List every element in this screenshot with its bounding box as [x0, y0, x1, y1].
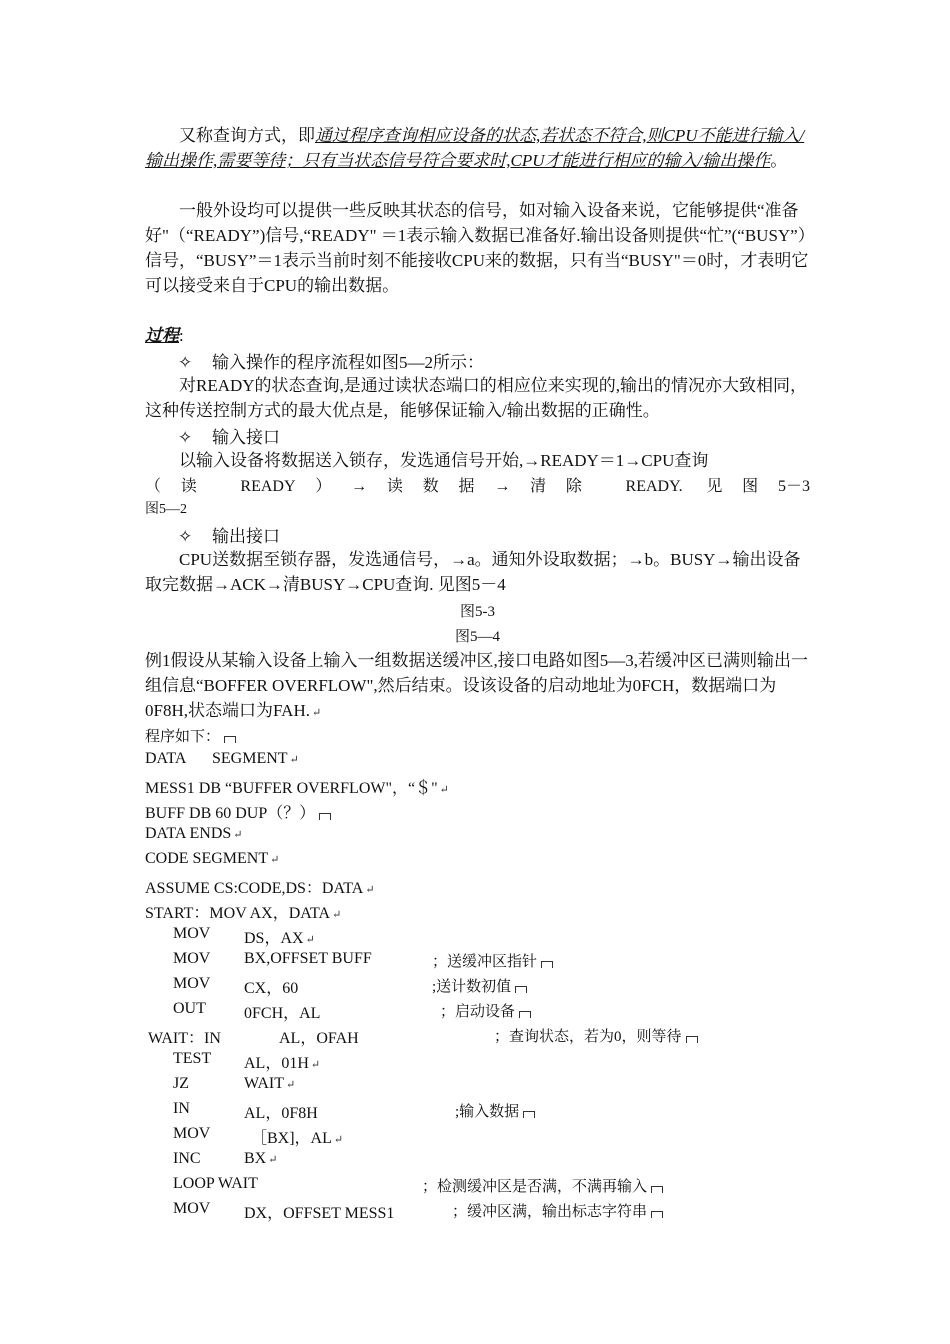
line-end-mark: ↵	[365, 884, 375, 896]
line-end-mark: ↵	[439, 784, 449, 796]
code-label-7: MOV	[173, 925, 211, 942]
code-label-14: IN	[173, 1100, 190, 1117]
program-heading-text: 程序如下：	[145, 729, 221, 745]
code-operand-16: BX ↵	[244, 1150, 278, 1167]
paragraph-mark-icon	[224, 736, 236, 743]
paragraph-mark-icon	[651, 1211, 663, 1218]
intro-underlined-definition: 通过程序查询相应设备的状态,若状态不符合,则CPU不能进行输入/输出操作,需要等待；只有当状态信号符合要求时,CPU才能进行相应的输入/输出操作	[145, 126, 805, 170]
code-operand-11: AL，OFAH	[279, 1030, 359, 1047]
line-end-mark: ↵	[333, 1134, 344, 1146]
input-interface-line-2: （读 READY）→读数据→清除 READY. 见图5－3	[145, 478, 810, 495]
intro-end-punct: 。	[770, 151, 788, 170]
line-end-mark: ↵	[270, 854, 280, 866]
code-label-15: MOV	[173, 1125, 211, 1142]
paragraph-mark-icon	[319, 813, 331, 820]
bullet-output-interface-text: 输出接口	[212, 527, 280, 546]
diamond-bullet-icon: ✧	[178, 527, 193, 546]
line-end-mark: ↵	[310, 1059, 321, 1071]
code-operand-14: AL，0F8H	[244, 1105, 318, 1122]
code-comment-14: ;输入数据	[455, 1100, 535, 1121]
code-label-18: MOV	[173, 1200, 211, 1217]
code-operand-10: 0FCH，AL	[244, 1005, 321, 1022]
paragraph-mark-icon	[541, 961, 553, 968]
diamond-bullet-icon: ✧	[178, 353, 193, 372]
code-operand-8: BX,OFFSET BUFF	[244, 950, 372, 967]
code-operand-13: WAIT ↵	[244, 1075, 296, 1092]
code-label-13: JZ	[173, 1075, 189, 1092]
code-operand-0: SEGMENT ↵	[212, 750, 299, 767]
code-operand-18: DX，OFFSET MESS1	[244, 1205, 395, 1222]
code-label-0: DATA	[145, 750, 187, 767]
bullet-input-flow	[178, 348, 484, 373]
figure-ref-5-2: 图5—2	[145, 502, 187, 517]
bullet-input-flow-text: 输入操作的程序流程如图5—2所示：	[212, 353, 484, 372]
program-heading	[145, 725, 236, 746]
line-end-mark: ↵	[268, 1154, 278, 1166]
line-end-mark: ↵	[305, 934, 315, 946]
line-end-mark: ↵	[289, 754, 299, 766]
code-label-6: START：MOV AX，DATA ↵	[145, 905, 342, 922]
example-paragraph	[145, 648, 810, 726]
code-comment-9: ;送计数初值	[432, 975, 527, 996]
input-interface-line-1: 以输入设备将数据送入锁存，发选通信号开始,→READY＝1→CPU查询	[179, 451, 709, 470]
paragraph-mark-icon	[523, 1111, 535, 1118]
code-label-3: DATA ENDS ↵	[145, 825, 243, 842]
code-label-12: TEST	[173, 1050, 212, 1067]
code-operand-12: AL，01H ↵	[244, 1055, 321, 1072]
intro-paragraph-1	[145, 123, 810, 173]
code-comment-10: ；启动设备	[440, 1000, 531, 1021]
code-operand-7: DS，AX ↵	[244, 930, 315, 947]
process-heading: 过程	[145, 326, 179, 345]
paragraph-mark-icon	[519, 1011, 531, 1018]
example-text: 例1假设从某输入设备上输入一组数据送缓冲区,接口电路如图5—3,若缓冲区已满则输出一组信息“BOFFER OVERFLOW",然后结束。设该设备的启动地址为0FCH，数据端口为0F8H,状态端口为FAH.	[145, 651, 808, 720]
process-paragraph-ready: 对READY的状态查询,是通过读状态端口的相应位来实现的,输出的情况亦大致相同，这种传送控制方式的最大优点是，能够保证输入/输出数据的正确性。	[145, 376, 808, 420]
paragraph-mark-icon	[686, 1036, 698, 1043]
code-label-11: WAIT：IN	[148, 1030, 221, 1047]
code-label-8: MOV	[173, 950, 211, 967]
code-comment-18: ；缓冲区满，输出标志字符串	[452, 1200, 663, 1221]
intro-paragraph-2: 一般外设均可以提供一些反映其状态的信号，如对输入设备来说，它能够提供“准备好"（“READY”)信号,“READY" ＝1表示输入数据已准备好.输出设备则提供“忙”(“BUSY”）信号，“BUSY”＝1表示当前时刻不能接收CPU来的数据，只有当“BUSY"＝0时，才表明它可以接受来自于CPU的输出数据。	[145, 201, 809, 295]
code-label-10: OUT	[173, 1000, 206, 1017]
paragraph-mark-icon	[515, 986, 527, 993]
paragraph-mark-icon	[651, 1186, 663, 1193]
code-label-5: ASSUME CS:CODE,DS：DATA ↵	[145, 880, 375, 897]
line-end-mark: ↵	[311, 707, 322, 719]
code-operand-9: CX，60	[244, 980, 299, 997]
intro-lead-text: 又称查询方式，即	[179, 126, 315, 145]
bullet-input-interface	[178, 423, 280, 448]
bullet-output-interface	[178, 522, 280, 547]
code-label-1: MESS1 DB “BUFFER OVERFLOW"，“＄" ↵	[145, 780, 449, 797]
output-interface-paragraph: CPU送数据至锁存器，发选通信号，→a。通知外设取数据；→b。BUSY→输出设备取完数据→ACK→清BUSY→CPU查询. 见图5－4	[145, 550, 801, 594]
code-label-16: INC	[173, 1150, 201, 1167]
diamond-bullet-icon: ✧	[178, 428, 193, 447]
code-comment-11: ；查询状态，若为0，则等待	[494, 1025, 698, 1046]
code-label-2: BUFF DB 60 DUP（？）	[145, 800, 331, 823]
code-comment-17: ；检测缓冲区是否满，不满再输入	[422, 1175, 663, 1196]
line-end-mark: ↵	[233, 829, 243, 841]
code-label-9: MOV	[173, 975, 211, 992]
line-end-mark: ↵	[332, 909, 342, 921]
code-label-17: LOOP WAIT	[173, 1175, 258, 1192]
code-operand-15: ［BX]，AL ↵	[251, 1130, 344, 1147]
process-heading-line	[145, 323, 810, 348]
line-end-mark: ↵	[285, 1079, 296, 1091]
figure-caption-5-3: 图5-3	[460, 604, 495, 620]
figure-caption-5-4: 图5—4	[454, 629, 500, 645]
bullet-input-interface-text: 输入接口	[212, 428, 280, 447]
code-comment-8: ；送缓冲区指针	[432, 950, 553, 971]
code-label-4: CODE SEGMENT ↵	[145, 850, 280, 867]
process-heading-colon: :	[179, 326, 184, 345]
